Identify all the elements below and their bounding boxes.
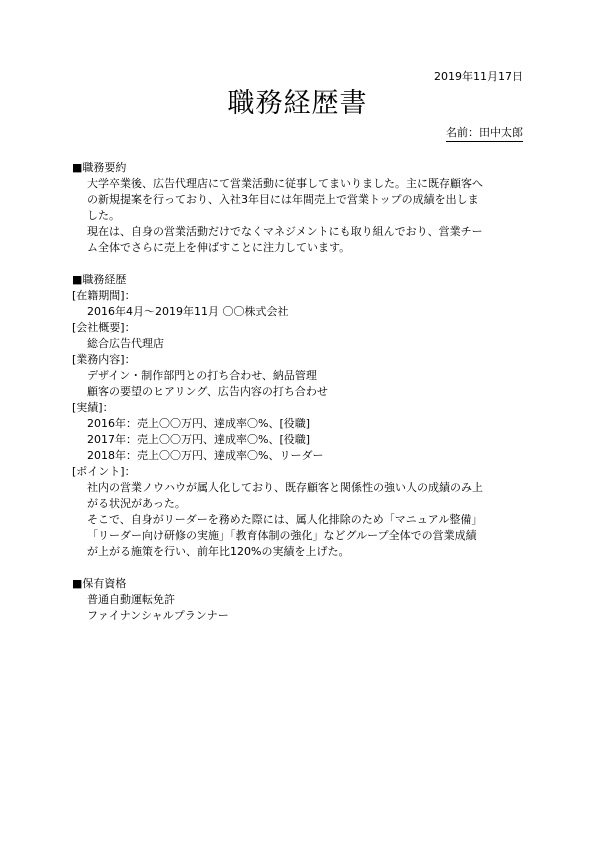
document-date: 2019年11月17日 [434, 70, 523, 83]
summary-paragraph-2 [72, 224, 527, 256]
qualification-item: 普通自動運転免許 [87, 593, 175, 606]
company-label: [会社概要]： [72, 321, 136, 334]
qualifications-list [72, 592, 527, 624]
points-line: 「リーダー向け研修の実施」「教育体制の強化」などグループ全体での営業成績 [87, 529, 477, 542]
qualifications-section [72, 576, 527, 624]
result-item: 2016年：売上〇〇万円、達成率〇%、[役職] [87, 417, 311, 430]
points-label: [ポイント]： [72, 465, 136, 478]
duties-list [72, 368, 527, 400]
duty-item: 顧客の要望のヒアリング、広告内容の打ち合わせ [87, 385, 328, 398]
result-item: 2017年：売上〇〇万円、達成率〇%、[役職] [87, 433, 311, 446]
history-section [72, 272, 527, 560]
points-line: が上がる施策を行い、前年比120%の実績を上げた。 [87, 545, 350, 558]
summary-paragraph-1 [72, 176, 527, 224]
history-heading: ■職務経歴 [72, 273, 127, 286]
points-paragraph-1 [72, 480, 527, 512]
summary-heading: ■職務要約 [72, 161, 127, 174]
document-body [72, 160, 527, 624]
results-list [72, 416, 527, 464]
points-line: 社内の営業ノウハウが属人化しており、既存顧客と関係性の強い人の成績のみ上 [87, 481, 483, 494]
qualifications-heading: ■保有資格 [72, 577, 127, 590]
company-value: 総合広告代理店 [87, 337, 164, 350]
qualification-item: ファイナンシャルプランナー [87, 609, 229, 622]
period-value: 2016年4月〜2019年11月 〇〇株式会社 [87, 305, 289, 318]
points-paragraph-2 [72, 512, 527, 560]
points-line: がる状況があった。 [87, 497, 186, 510]
document-title: 職務経歴書 [227, 88, 368, 119]
applicant-name: 名前：田中太郎 [446, 126, 523, 142]
duties-label: [業務内容]： [72, 353, 136, 366]
summary-line: の新規提案を行っており、入社3年目には年間売上で営業トップの成績を出しま [87, 193, 479, 206]
summary-section [72, 160, 527, 256]
summary-line: 現在は、自身の営業活動だけでなくマネジメントにも取り組んでおり、営業チー [87, 225, 483, 238]
duty-item: デザイン・制作部門との打ち合わせ、納品管理 [87, 369, 317, 382]
period-label: [在籍期間]： [72, 289, 136, 302]
result-item: 2018年：売上〇〇万円、達成率〇%、リーダー [87, 449, 324, 462]
summary-line: 大学卒業後、広告代理店にて営業活動に従事してまいりました。主に既存顧客へ [87, 177, 483, 190]
results-label: [実績]： [72, 401, 114, 414]
summary-line: ム全体でさらに売上を伸ばすことに注力しています。 [87, 241, 351, 254]
points-line: そこで、自身がリーダーを務めた際には、属人化排除のため「マニュアル整備」 [87, 513, 483, 526]
summary-line: した。 [87, 209, 120, 222]
